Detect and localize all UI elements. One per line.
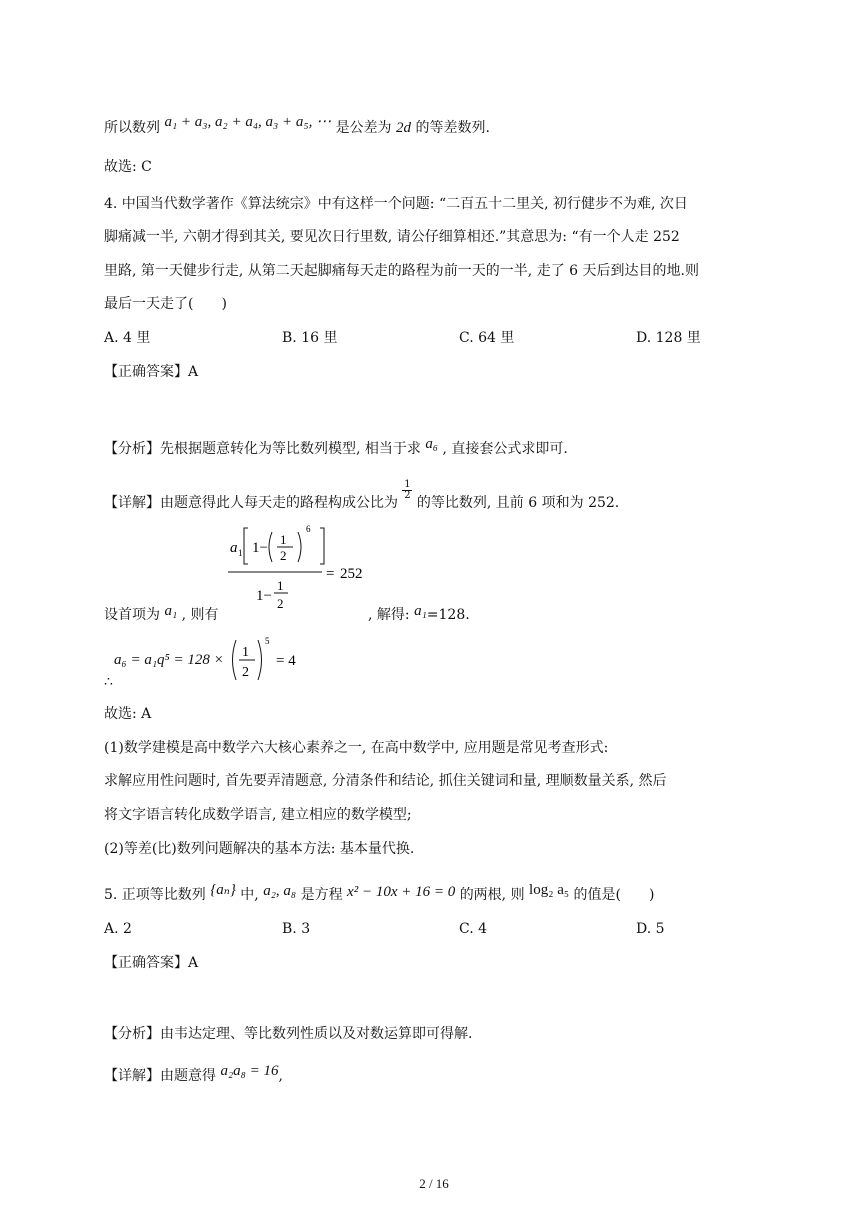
svg-text:1−: 1− xyxy=(252,540,268,556)
svg-text:2: 2 xyxy=(242,665,249,680)
text: =128. xyxy=(426,607,470,623)
text: 【详解】由题意得此人每天走的路程构成公比为 xyxy=(104,495,398,511)
text: , 则有 xyxy=(181,607,219,623)
q5-option-a: A. 2 xyxy=(104,921,132,937)
text: , 解得: xyxy=(368,607,410,623)
a1-symbol: a₁ xyxy=(164,603,178,619)
q5-answer: 【正确答案】A xyxy=(104,955,199,971)
q4-analysis xyxy=(104,436,568,459)
svg-text:1: 1 xyxy=(242,645,249,660)
common-difference: 2d xyxy=(396,120,412,136)
svg-text:6: 6 xyxy=(306,524,311,534)
svg-text:5: 5 xyxy=(265,636,270,646)
conclusion-line xyxy=(104,114,490,138)
text: , 直接套公式求即可. xyxy=(442,441,568,457)
q4-text-line-4: 最后一天走了( ) xyxy=(104,296,227,312)
q4-text-line-2: 脚痛减一半, 六朝才得到其关, 要见次日行里数, 请公仔细算相还.”其意思为: “有一个人走 252 xyxy=(104,229,680,245)
text: 【分析】先根据题意转化为等比数列模型, 相当于求 xyxy=(104,441,421,457)
q4-text-line-1: 4. 中国当代数学著作《算法统宗》中有这样一个问题: “二百五十二里关, 初行健步不为难, 次日 xyxy=(104,196,688,212)
sequence-an: {aₙ} xyxy=(210,882,236,898)
product-equation: a₂a₈ = 16 xyxy=(220,1063,279,1079)
choose-c: 故选: C xyxy=(104,159,152,175)
q5-option-c: C. 4 xyxy=(459,921,488,937)
q5-detail xyxy=(104,1063,283,1086)
q4-option-b: B. 16 里 xyxy=(282,330,338,346)
q4-set-first-term xyxy=(104,605,219,625)
q4-option-c: C. 64 里 xyxy=(459,330,515,346)
text: 是方程 xyxy=(300,887,343,903)
page-number: 2 / 16 xyxy=(419,1176,449,1191)
log-expression: log₂ a₅ xyxy=(529,882,570,898)
text: 5. 正项等比数列 xyxy=(104,887,206,903)
q5-option-b: B. 3 xyxy=(282,921,311,937)
svg-text:a: a xyxy=(230,540,238,556)
q4-option-d: D. 128 里 xyxy=(636,330,701,346)
note-line-3: 将文字语言转化成数学语言, 建立相应的数学模型; xyxy=(104,807,412,823)
q4-solve xyxy=(368,605,470,625)
roots-a2-a8: a₂, a₈ xyxy=(263,883,297,899)
svg-text:1: 1 xyxy=(238,548,243,558)
text: 中, xyxy=(240,887,259,903)
svg-text:1−: 1− xyxy=(256,588,272,604)
svg-text:2: 2 xyxy=(280,548,287,563)
q4-detail xyxy=(104,479,620,513)
sum-result: 252 xyxy=(340,566,363,582)
a6-symbol: a₆ xyxy=(425,436,439,452)
q4-choose: 故选: A xyxy=(104,706,152,722)
therefore-symbol: ∴ xyxy=(104,674,113,690)
fraction-half: 1 2 xyxy=(404,479,411,501)
q5-text xyxy=(104,882,655,905)
q4-option-a: A. 4 里 xyxy=(104,330,151,346)
text: 的两根, 则 xyxy=(459,887,525,903)
text: 的值是( ) xyxy=(573,887,655,903)
svg-text:1: 1 xyxy=(280,532,287,547)
text: 【详解】由题意得 xyxy=(104,1068,216,1084)
svg-text:1: 1 xyxy=(277,578,284,593)
q5-analysis: 【分析】由韦达定理、等比数列性质以及对数运算即可得解. xyxy=(104,1026,473,1042)
text: , xyxy=(278,1068,283,1084)
a6-formula xyxy=(114,650,224,670)
a6-expression: a₆ = a₁q⁵ = 128 × xyxy=(114,652,224,668)
a1-symbol: a₁ xyxy=(414,603,427,619)
text: 所以数列 xyxy=(104,120,160,136)
a6-fraction xyxy=(228,634,308,686)
q4-text-line-3: 里路, 第一天健步行走, 从第二天起脚痛每天走的路程为前一天的一半, 走了 6 天后到达目的地.则 xyxy=(104,263,699,279)
text: 设首项为 xyxy=(104,607,160,623)
note-line-2: 求解应用性问题时, 首先要弄清题意, 分清条件和结论, 抓住关键词和量, 理顺数量关系, 然后 xyxy=(104,773,667,789)
sum-formula xyxy=(222,512,382,612)
sequence-expression: a₁ + a₃, a₂ + a₄, a₃ + a₅, ⋯ xyxy=(164,114,332,130)
note-line-4: (2)等差(比)数列问题解决的基本方法: 基本量代换. xyxy=(104,841,415,857)
svg-text:=: = xyxy=(326,566,335,582)
q4-answer: 【正确答案】A xyxy=(104,364,199,380)
a6-result: = 4 xyxy=(276,653,296,669)
quadratic-equation: x² − 10x + 16 = 0 xyxy=(347,884,456,900)
note-line-1: (1)数学建模是高中数学六大核心素养之一, 在高中数学中, 应用题是常见考查形式: xyxy=(104,740,609,756)
text: 是公差为 xyxy=(335,120,392,136)
q5-option-d: D. 5 xyxy=(636,921,665,937)
svg-text:2: 2 xyxy=(277,596,284,611)
text: 的等差数列. xyxy=(415,120,490,136)
text: 的等比数列, 且前 6 项和为 252. xyxy=(416,495,620,511)
